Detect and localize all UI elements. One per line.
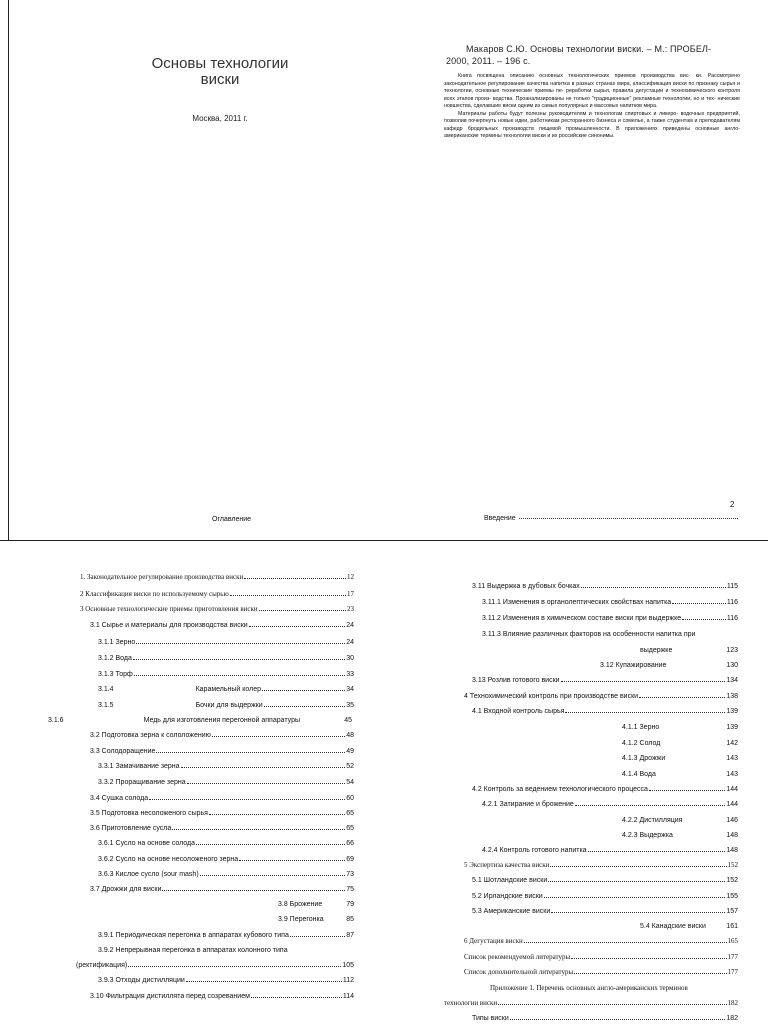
toc-entry-page: 144: [726, 786, 738, 793]
abstract-paragraph-1: Книга посвящена описанию основных технологических приемов производства вис- ки. Рассмотрено законодательное регулирование качества напитка в разных странах мира, классификация виски по признаку сырья и технологии, основные технические приемы пе- реработки сырья, правила дегустации и технохимического контроля всех этапов произ- водства. Проанализированы не только "традиционные" рекламные технологии, но и тех- нические новшества, сделавшие виски одним из самых популярных и массовых напитков мира.: [444, 73, 740, 109]
toc-leader: [519, 515, 738, 519]
toc-entry-page: 177: [727, 968, 738, 976]
toc-entry: [482, 598, 738, 607]
book-title-line2: виски: [200, 71, 240, 88]
toc-entry-label: 6 Дегустация виски: [464, 937, 523, 945]
toc-leader: [581, 587, 726, 588]
toc-leader: [639, 697, 725, 698]
toc-entry-page: 60: [346, 795, 354, 802]
toc-entry-page: 116: [726, 615, 738, 622]
toc-entry-label: 3.9.1 Периодическая перегонка в аппаратах кубового типа: [98, 932, 289, 939]
toc-entry: [98, 946, 354, 955]
toc-entry: [464, 968, 738, 977]
toc-entry: [472, 907, 738, 916]
toc-leader: [212, 736, 345, 737]
biblio-line1: Макаров С.Ю. Основы технологии виски. – М.: ПРОБЕЛ-: [466, 44, 712, 54]
toc-leader: [682, 619, 726, 620]
toc-entry-label: 3.7 Дрожжи для виски: [90, 886, 162, 893]
toc-entry-label: Введение: [484, 515, 516, 522]
toc-entry-label: выдержке: [640, 647, 673, 654]
toc-entry-label: 3.1.3 Торф: [98, 671, 133, 678]
toc-entry-page: 65: [346, 825, 354, 832]
toc-entry-label: Список дополнительной литературы: [464, 968, 574, 976]
toc-entry: [622, 739, 738, 748]
toc-entry: [98, 654, 354, 663]
toc-entry: [90, 809, 354, 818]
toc-entry-page: 139: [726, 724, 738, 731]
toc-entry: [98, 670, 354, 679]
toc-leader: [134, 675, 345, 676]
toc-entry-label: 4 Технохимический контроль при производстве виски: [464, 693, 639, 700]
page-number: 2: [730, 500, 735, 509]
toc-entry: [482, 800, 738, 809]
toc-entry: [48, 716, 352, 725]
toc-entry: [490, 984, 738, 993]
toc-entry-label: 4.2.1 Затирание и брожение: [482, 801, 574, 808]
toc-leader: [230, 595, 346, 596]
toc-entry-page: 23: [347, 605, 354, 613]
toc-entry-label: 3.9 Перегонка: [278, 916, 324, 923]
toc-entry: [90, 885, 354, 894]
toc-entry-page: 143: [726, 755, 738, 762]
toc-heading: Оглавление: [212, 516, 252, 523]
toc-entry: [622, 754, 738, 763]
toc-entry: [472, 785, 738, 794]
toc-entry-label: 3.12 Купажирование: [600, 662, 667, 669]
toc-entry-page: 130: [726, 662, 738, 669]
toc-entry-page: 148: [726, 847, 738, 854]
toc-entry-label: 3.6.3 Кислое сусло (sour mash): [98, 871, 199, 878]
toc-entry: [464, 937, 738, 946]
toc-entry-label: 3.3 Солодоращение: [90, 748, 156, 755]
toc-leader: [524, 942, 727, 943]
toc-leader: [571, 958, 726, 959]
toc-entry-label: 3.5 Подготовка несоложеного сырья: [90, 810, 208, 817]
toc-entry-page: 73: [346, 871, 354, 878]
toc-entry-label: 3.4 Сушка солода: [90, 795, 149, 802]
toc-leader: [136, 643, 345, 644]
toc-entry-label: 4.1.4 Вода: [622, 771, 656, 778]
toc-leader: [565, 712, 725, 713]
toc-entry-label: 3.8 Брожение: [278, 901, 323, 908]
toc-entry: [622, 816, 738, 825]
toc-entry-label: Приложение 1. Перечень основных англо-американских терминов: [490, 984, 688, 992]
toc-entry-label: 3.3.1 Замачивание зерна: [98, 763, 180, 770]
toc-entry-label: 3.1 Сырье и материалы для производства виски: [90, 622, 248, 629]
toc-entry-label: 2 Классификация виски по используемому сырью: [80, 590, 229, 598]
toc-entry-label: технологии виски: [444, 999, 498, 1007]
toc-leader: [249, 626, 346, 627]
toc-entry-page: 48: [346, 732, 354, 739]
toc-entry-page: 165: [727, 937, 738, 945]
toc-entry-label: 5.3 Американские виски: [472, 908, 551, 915]
page-left-border: [8, 0, 9, 540]
toc-entry-label: 3.11.3 Влияние различных факторов на особенности напитка при: [482, 631, 696, 638]
toc-leader: [264, 706, 346, 707]
toc-entry-page: 114: [342, 993, 354, 1000]
toc-leader: [551, 912, 725, 913]
toc-entry-page: 115: [726, 583, 738, 590]
toc-entry-page: 146: [726, 817, 738, 824]
toc-entry-page: 85: [346, 916, 354, 923]
toc-entry-page: 34: [346, 686, 354, 693]
toc-leader: [649, 790, 725, 791]
toc-entry-page: 54: [346, 779, 354, 786]
toc-entry: [98, 701, 354, 710]
toc-leader: [290, 936, 345, 937]
toc-entry-page: 142: [726, 740, 738, 747]
toc-leader: [575, 805, 725, 806]
abstract-paragraph-2: Материалы работы будут полезны руководителям и технологам спиртовых и ликеро- водочных предприятий, позволив почерпнуть новые идеи, работникам ресторанного бизнеса и сомелье, а также студентам и преподавателям кафедр бродильных производств пищевой промышленности. В приложениях приведены основные англо-американские термины технологии виски и их российские синонимы.: [444, 110, 740, 139]
toc-entry-label: 3.3.2 Проращивание зерна: [98, 779, 186, 786]
toc-entry-page: 66: [346, 840, 354, 847]
toc-entry-page: 52: [346, 763, 354, 770]
toc-leader: [172, 829, 345, 830]
toc-entry: [600, 661, 738, 670]
toc-entry-label: 3.13 Розлив готового виски: [472, 677, 560, 684]
toc-entry-page: 134: [726, 677, 738, 684]
toc-entry-label: 3.6.2 Сусло на основе несоложеного зерна: [98, 856, 239, 863]
toc-entry: [98, 778, 354, 787]
toc-entry: [98, 976, 354, 985]
toc-entry: [90, 621, 354, 630]
toc-leader: [262, 690, 345, 691]
toc-entry-label: 5.1 Шотландские виски: [472, 877, 548, 884]
toc-entry: [90, 731, 354, 740]
toc-entry-label: 4.1.1 Зерно: [622, 724, 660, 731]
toc-entry-label: 4.2.4 Контроль готового напитка: [482, 847, 587, 854]
toc-entry-page: 116: [726, 599, 738, 606]
toc-entry-page: 152: [727, 861, 738, 869]
toc-entry-label: 3.10 Фильтрация дистиллята перед созреванием: [90, 993, 250, 1000]
toc-entry-page: 138: [726, 693, 738, 700]
toc-leader: [128, 966, 341, 967]
toc-entry: [472, 582, 738, 591]
toc-entry: [640, 922, 738, 931]
toc-entry: [482, 630, 738, 639]
toc-entry: [472, 876, 738, 885]
toc-entry: [482, 614, 738, 623]
toc-entry: [90, 747, 354, 756]
toc-entry: [98, 870, 354, 879]
toc-leader: [200, 875, 346, 876]
toc-entry-page: 49: [346, 748, 354, 755]
toc-entry: [482, 846, 738, 855]
toc-entry: [472, 707, 738, 716]
toc-leader: [588, 851, 726, 852]
toc-entry: [464, 861, 738, 870]
toc-entry-page: 177: [727, 953, 738, 961]
toc-entry: [98, 839, 354, 848]
toc-entry-label: 3.1.1 Зерно: [98, 639, 136, 646]
toc-leader: [156, 752, 345, 753]
toc-leader: [561, 681, 726, 682]
toc-entry-label: 3.1.2 Вода: [98, 655, 132, 662]
toc-entry-label: Бочки для выдержки: [195, 702, 263, 709]
toc-entry-page: 182: [726, 1015, 738, 1022]
bibliographic-record: [446, 43, 740, 67]
toc-entry-label: 3.9.3 Отходы дистилляции: [98, 977, 185, 984]
toc-leader: [574, 973, 726, 974]
toc-entry: [98, 931, 354, 940]
toc-entry: [472, 676, 738, 685]
toc-leader: [239, 860, 345, 861]
toc-leader: [196, 844, 345, 845]
toc-entry: [90, 794, 354, 803]
toc-entry-page: 143: [726, 771, 738, 778]
toc-entry-label: 3 Основные технологические приемы приготовления виски: [80, 605, 258, 613]
toc-entry-page: 148: [726, 832, 738, 839]
toc-entry-label: 4.2.2 Дистилляция: [622, 817, 683, 824]
toc-entry-page: 157: [726, 908, 738, 915]
toc-entry-page: 35: [346, 702, 354, 709]
toc-entry-label: 3.9.2 Непрерывная перегонка в аппаратах колонного типа: [98, 947, 288, 954]
page-separator: [0, 540, 768, 541]
toc-entry-label: 4.2.3 Выдержка: [622, 832, 673, 839]
toc-entry: [90, 992, 354, 1001]
toc-entry-page: 152: [726, 877, 738, 884]
toc-entry-label: Карамельный колер: [195, 686, 262, 693]
toc-entry: [98, 638, 354, 647]
toc-entry: [472, 1014, 738, 1023]
toc-entry: [98, 762, 354, 771]
toc-entry: [472, 892, 738, 901]
toc-entry-label: 5.2 Ирландские виски: [472, 893, 543, 900]
toc-entry-label: 3.11 Выдержка в дубовых бочках: [472, 583, 580, 590]
toc-entry-page: 123: [726, 647, 738, 654]
toc-entry-page: 65: [346, 810, 354, 817]
toc-entry-number: 3.1.5: [98, 702, 114, 709]
toc-entry-intro: [484, 515, 740, 522]
toc-entry: [444, 999, 738, 1008]
toc-entry-label: 3.6.1 Сусло на основе солода: [98, 840, 196, 847]
toc-leader: [259, 610, 346, 611]
toc-entry-label: 4.1.3 Дрожжи: [622, 755, 666, 762]
toc-entry-label: 3.11.1 Изменения в органолептических свойствах напитка: [482, 599, 672, 606]
toc-entry-page: 69: [346, 856, 354, 863]
toc-entry-page: 112: [342, 977, 354, 984]
toc-entry-page: 155: [726, 893, 738, 900]
book-title: [130, 56, 310, 88]
city-year: Москва, 2011 г.: [192, 114, 248, 123]
toc-entry-page: 24: [346, 639, 354, 646]
toc-entry-label: Список рекомендуемой литературы: [464, 953, 571, 961]
toc-leader: [187, 783, 346, 784]
toc-entry: [278, 900, 354, 909]
toc-leader: [544, 897, 726, 898]
toc-entry: [464, 692, 738, 701]
toc-entry-number: 3.1.4: [98, 686, 114, 693]
toc-leader: [548, 881, 725, 882]
toc-entry-page: 75: [346, 886, 354, 893]
toc-entry: [98, 855, 354, 864]
toc-entry: [278, 915, 354, 924]
toc-entry-page: 33: [346, 671, 354, 678]
toc-entry-label: 5 Экспертиза качества виски: [464, 861, 550, 869]
toc-entry-label: 4.1 Входной контроль сырья: [472, 708, 565, 715]
toc-leader: [550, 866, 726, 867]
toc-entry-number: 3.1.6: [48, 717, 64, 724]
toc-leader: [251, 997, 342, 998]
toc-leader: [133, 659, 345, 660]
toc-entry-label: 1. Законодательное регулирование производства виски: [80, 573, 244, 581]
toc-entry-page: 12: [347, 573, 354, 581]
toc-leader: [244, 578, 346, 579]
toc-entry-page: 45: [344, 717, 352, 724]
toc-leader: [149, 799, 345, 800]
toc-entry-label: 4.2 Контроль за ведением технологического процесса: [472, 786, 648, 793]
toc-entry-label: Типы виски: [472, 1015, 509, 1022]
toc-entry: [622, 831, 738, 840]
toc-entry-label: 4.1.2 Солод: [622, 740, 661, 747]
toc-entry-label: (ректификация): [76, 962, 128, 969]
toc-leader: [672, 603, 726, 604]
toc-entry-label: 3.11.2 Изменения в химическом составе виски при выдержке: [482, 615, 682, 622]
toc-entry-label: 5.4 Канадские виски: [640, 923, 706, 930]
toc-entry-page: 24: [346, 622, 354, 629]
toc-entry-page: 105: [342, 962, 354, 969]
toc-entry-page: 139: [726, 708, 738, 715]
toc-entry: [90, 824, 354, 833]
toc-entry: [622, 723, 738, 732]
toc-entry-page: 161: [726, 923, 738, 930]
toc-entry-label: 3.2 Подготовка зерна к сололожению: [90, 732, 211, 739]
toc-entry-label: Медь для изготовления перегонной аппаратуры: [143, 717, 301, 724]
toc-entry-page: 87: [346, 932, 354, 939]
toc-entry-page: 182: [727, 999, 738, 1007]
toc-entry: [80, 605, 354, 614]
toc-entry: [622, 770, 738, 779]
toc-entry-page: 144: [726, 801, 738, 808]
biblio-line2: 2000, 2011. – 196 с.: [446, 56, 531, 66]
toc-entry: [464, 953, 738, 962]
toc-entry-label: 3.6 Приготовление сусла: [90, 825, 172, 832]
toc-entry: [640, 646, 738, 655]
toc-entry-page: 30: [346, 655, 354, 662]
toc-leader: [498, 1004, 726, 1005]
toc-leader: [186, 981, 342, 982]
toc-leader: [510, 1019, 726, 1020]
toc-entry-page: 17: [347, 590, 354, 598]
toc-entry-page: 79: [346, 901, 354, 908]
abstract: [444, 73, 740, 141]
toc-entry: [98, 685, 354, 694]
toc-leader: [209, 814, 345, 815]
toc-entry: [76, 961, 354, 970]
toc-entry: [80, 590, 354, 599]
toc-leader: [181, 767, 346, 768]
toc-entry: [80, 573, 354, 582]
toc-leader: [162, 890, 345, 891]
book-title-line1: Основы технологии: [151, 55, 289, 72]
